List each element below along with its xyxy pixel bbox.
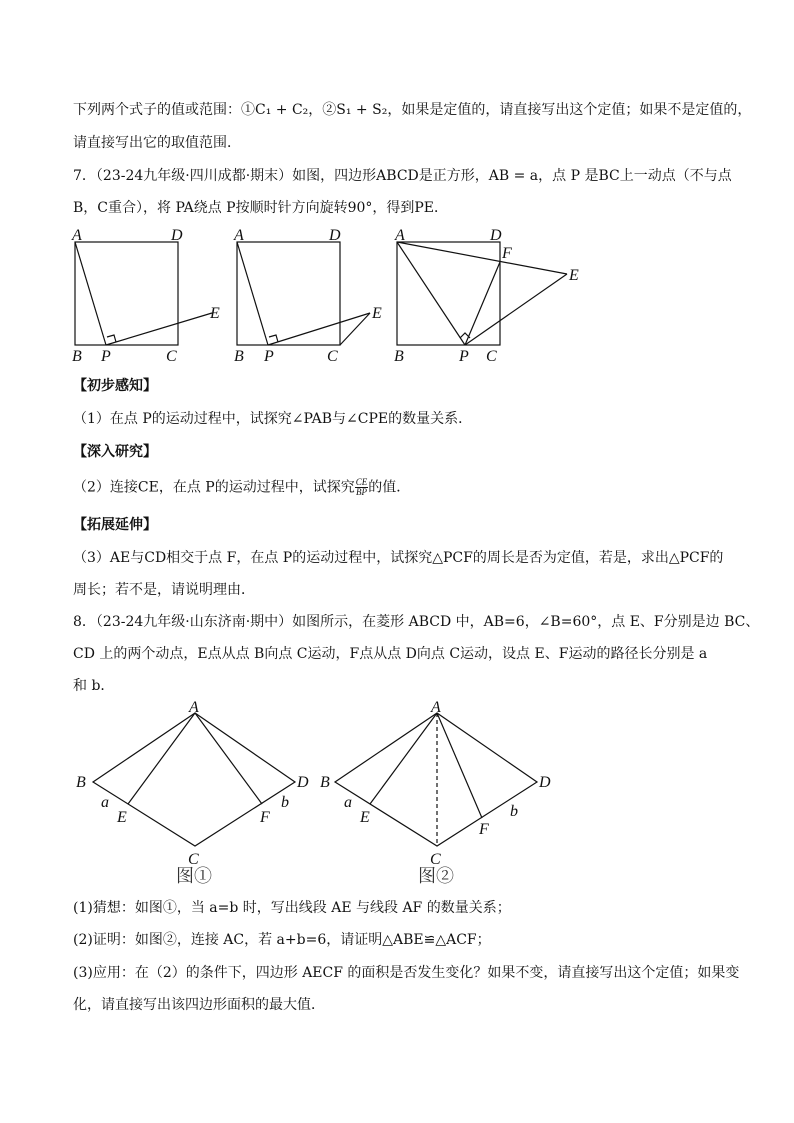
question-3-line-2: 周长；若不是，请说明理由． [73, 582, 255, 598]
section-heading-2: 【深入研究】 [73, 444, 157, 460]
question-1: （1）在点 P的运动过程中，试探究∠PAB与∠CPE的数量关系． [73, 411, 473, 427]
label-A: A [72, 227, 82, 244]
sub-question-1: (1)猜想：如图①，当 a=b 时，写出线段 AE 与线段 AF 的数量关系； [73, 900, 511, 916]
fraction-ce-bp [355, 478, 369, 497]
label-B: B [320, 774, 330, 791]
label-B: B [394, 348, 404, 365]
label-F: F [479, 821, 489, 838]
label-E: E [372, 305, 382, 322]
figure-caption: 图② [418, 866, 454, 886]
label-D: D [539, 774, 551, 791]
label-F: F [260, 809, 270, 826]
label-F: F [502, 245, 512, 262]
label-a: a [344, 794, 352, 811]
section-heading-3: 【拓展延伸】 [73, 517, 157, 533]
problem-8-line-3: 和 b． [73, 678, 115, 694]
label-b: b [281, 794, 289, 811]
label-B: B [234, 348, 244, 365]
label-C: C [188, 851, 199, 868]
section-heading-1: 【初步感知】 [73, 378, 157, 394]
label-C: C [430, 851, 441, 868]
text-line-1: 下列两个式子的值或范围：①C₁ + C₂，②S₁ + S₂，如果是定值的，请直接写出这个定值；如果不是定值的， [73, 102, 752, 118]
rhombus-figure-1 [70, 700, 330, 890]
sub-question-3-line-2: 化，请直接写出该四边形面积的最大值． [73, 997, 325, 1013]
text-line-2: 请直接写出它的取值范围． [73, 135, 241, 151]
label-E: E [210, 305, 220, 322]
fraction-numerator: CE [355, 477, 368, 487]
label-D: D [490, 227, 502, 244]
sub-question-3-line-1: (3)应用：在（2）的条件下，四边形 AECF 的面积是否发生变化？如果不变，请直接写出这个定值；如果变 [73, 965, 740, 981]
problem-7-line-1: 7．（23-24九年级·四川成都·期末）如图，四边形ABCD是正方形，AB = a，点 P 是BC上一动点（不与点 [73, 168, 732, 184]
question-3-line-1: （3）AE与CD相交于点 F，在点 P的运动过程中，试探究△PCF的周长是否为定值，若是，求出△PCF的 [73, 550, 724, 566]
question-2-text: （2）连接CE，在点 P的运动过程中，试探究 [73, 479, 355, 496]
square-figure-3 [393, 228, 593, 363]
label-C: C [486, 348, 497, 365]
label-b: b [510, 803, 518, 820]
question-2 [73, 478, 410, 497]
label-C: C [166, 348, 177, 365]
square-figure-2 [232, 228, 392, 363]
label-B: B [76, 774, 86, 791]
label-P: P [459, 348, 469, 365]
label-E: E [569, 267, 579, 284]
label-a: a [101, 794, 109, 811]
label-D: D [297, 774, 309, 791]
label-E: E [117, 809, 127, 826]
label-D: D [329, 227, 341, 244]
problem-8-line-2: CD 上的两个动点，E点从点 B向点 C运动，F点从点 D向点 C运动，设点 E、F运动的路径长分别是 a [73, 646, 708, 662]
question-2-tail: 的值． [368, 479, 411, 496]
label-C: C [327, 348, 338, 365]
fraction-denominator: BP [355, 487, 367, 497]
label-P: P [101, 348, 111, 365]
label-A: A [395, 227, 405, 244]
problem-7-line-2: B，C重合），将 PA绕点 P按顺时针方向旋转90°，得到PE． [73, 200, 449, 216]
label-E: E [360, 809, 370, 826]
label-A: A [189, 699, 199, 716]
label-A: A [431, 699, 441, 716]
label-B: B [72, 348, 82, 365]
label-D: D [171, 227, 183, 244]
sub-question-2: (2)证明：如图②，连接 AC，若 a+b=6，请证明△ABE≌△ACF； [73, 932, 491, 948]
problem-8-line-1: 8．（23-24九年级·山东济南·期中）如图所示，在菱形 ABCD 中，AB=6，∠B=60°，点 E、F分别是边 BC、 [73, 614, 760, 630]
rhombus-figure-2 [312, 700, 572, 890]
label-A: A [234, 227, 244, 244]
label-P: P [264, 348, 274, 365]
figure-caption: 图① [176, 866, 212, 886]
square-figure-1 [70, 228, 230, 363]
